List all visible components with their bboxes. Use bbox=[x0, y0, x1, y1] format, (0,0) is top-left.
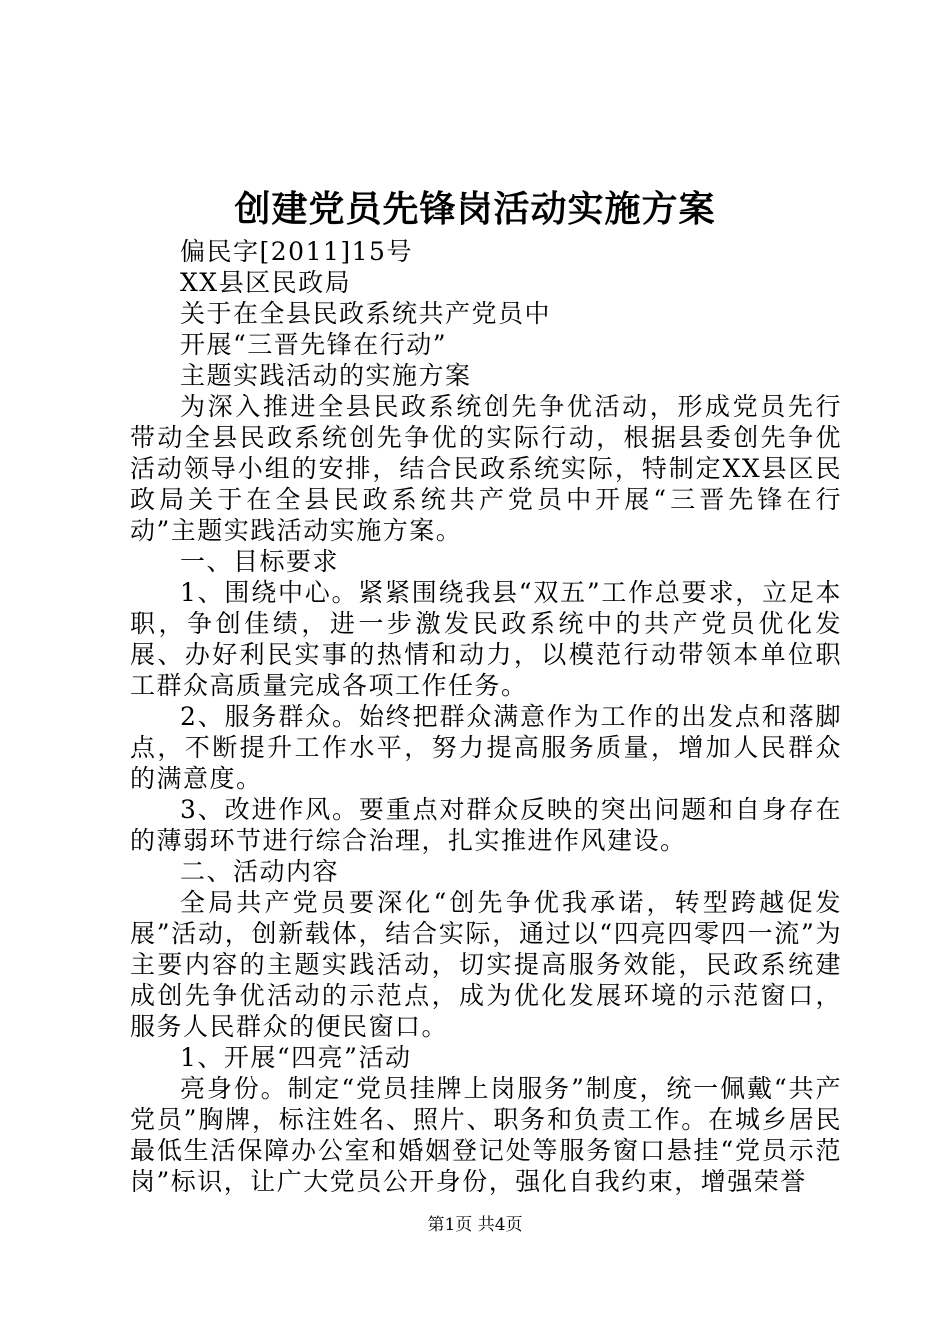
section1-item3: 3、改进作风。要重点对群众反映的突出问题和自身存在的薄弱环节进行综合治理，扎实推进作风建设。 bbox=[130, 795, 842, 855]
intro-paragraph: 为深入推进全县民政系统创先争优活动，形成党员先行带动全县民政系统创先争优的实际行动，根据县委创先争优活动领导小组的安排，结合民政系统实际，特制定XX县区民政局关于在全县民政系统共产党员中开展“三晋先锋在行动”主题实践活动实施方案。 bbox=[130, 392, 842, 545]
document-title: 创建党员先锋岗活动实施方案 bbox=[234, 188, 716, 230]
section2-sub1-text: 亮身份。制定“党员挂牌上岗服务”制度，统一佩戴“共产党员”胸牌，标注姓名、照片、职务和负责工作。在城乡居民最低生活保障办公室和婚姻登记处等服务窗口悬挂“党员示范岗”标识，让广大党员公开身份，强化自我约束，增强荣誉 bbox=[130, 1074, 842, 1196]
subject-line-1: 关于在全县民政系统共产党员中 bbox=[180, 299, 552, 328]
section2-intro: 全局共产党员要深化“创先争优我承诺，转型跨越促发展”活动，创新载体，结合实际，通过以“四亮四零四一流”为主要内容的主题实践活动，切实提高服务效能，民政系统建成创先争优活动的示范点，成为优化发展环境的示范窗口，服务人民群众的便民窗口。 bbox=[130, 888, 842, 1041]
subject-line-2: 开展“三晋先锋在行动” bbox=[180, 330, 448, 359]
page-indicator: 第1页 共4页 bbox=[427, 1215, 523, 1235]
section2-sub1-heading: 1、开展“四亮”活动 bbox=[180, 1043, 412, 1072]
section1-item2: 2、服务群众。始终把群众满意作为工作的出发点和落脚点，不断提升工作水平，努力提高服务质量，增加人民群众的满意度。 bbox=[130, 702, 842, 793]
section1-item1: 1、围绕中心。紧紧围绕我县“双五”工作总要求，立足本职，争创佳绩，进一步激发民政系统中的共产党员优化发展、办好利民实事的热情和动力，以模范行动带领本单位职工群众高质量完成各项工作任务。 bbox=[130, 578, 842, 700]
issuing-office: XX县区民政局 bbox=[180, 268, 352, 297]
subject-line-3: 主题实践活动的实施方案 bbox=[180, 361, 472, 390]
document-body bbox=[130, 236, 842, 1197]
section2-heading: 二、活动内容 bbox=[180, 857, 340, 886]
section1-heading: 一、目标要求 bbox=[180, 547, 340, 576]
doc-number: 偏民字[2011]15号 bbox=[180, 237, 413, 266]
